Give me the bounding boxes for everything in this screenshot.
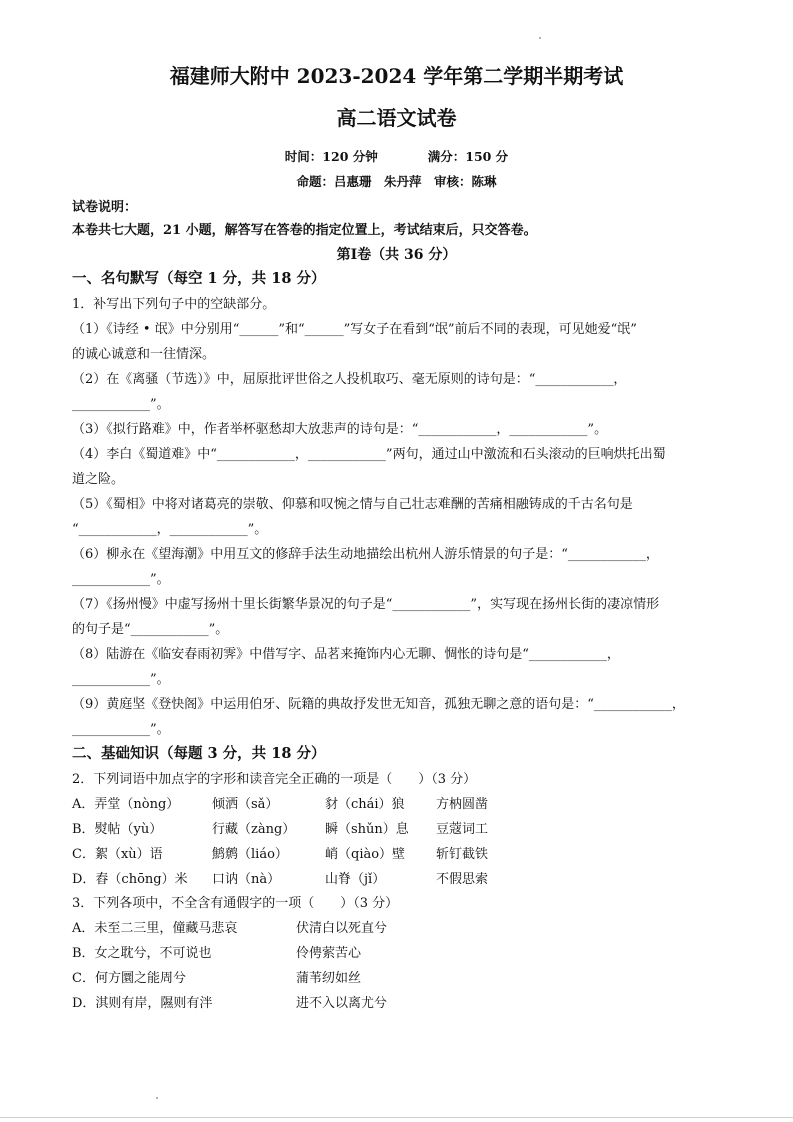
q2-option-c-word2: 鹪鹩（liáo） <box>212 847 288 862</box>
q1-line: （9）黄庭坚《登快阁》中运用伯牙、阮籍的典故抒发世无知音，孤独无聊之意的语句是：“____________， <box>72 697 685 712</box>
instructions-label: 试卷说明： <box>72 200 138 215</box>
section1-heading: 一、名句默写（每空 1 分，共 18 分） <box>72 270 326 287</box>
authors-line: 命题：吕惠珊 朱丹萍 审核：陈琳 <box>296 174 497 189</box>
q2-option-c-word4: 斩钉截铁 <box>436 847 489 862</box>
scan-dot <box>539 37 541 39</box>
q2-option-d-word3: 山脊（jǐ） <box>325 872 386 887</box>
time-score-line: 时间：120 分钟 满分：150 分 <box>284 149 509 164</box>
q1-line: 的诚心诚意和一往情深。 <box>72 347 216 362</box>
page-bottom-rule <box>0 1117 793 1118</box>
q1-line: 道之险。 <box>72 472 125 487</box>
exam-subtitle: 高二语文试卷 <box>336 106 457 130</box>
q2-option-d-word2: 口讷（nà） <box>212 872 281 887</box>
q1-line: （5）《蜀相》中将对诸葛亮的崇敬、仰慕和叹惋之情与自己壮志难酬的苦痛相融铸成的千古名句是 <box>72 497 633 512</box>
q2-option-a-word4: 方枘圆凿 <box>436 797 489 812</box>
q3-option-c-line2: 蒲苇纫如丝 <box>296 971 362 986</box>
q2-option-b-word3: 瞬（shǔn）息 <box>325 822 409 837</box>
q1-line: （7）《扬州慢》中虚写扬州十里长街繁华景况的句子是“____________”，实写现在扬州长街的凄凉情形 <box>72 597 660 612</box>
q3-option-d-line2: 进不入以离尤兮 <box>296 996 388 1011</box>
q1-line: （2）在《离骚（节选）》中，屈原批评世俗之人投机取巧、毫无原则的诗句是：“____________， <box>72 372 627 387</box>
q3-option-a-line1: A．未至二三里，僮藏马悲哀 <box>72 921 238 936</box>
q1-line: （4）李白《蜀道难》中“____________，____________”两句，通过山中激流和石头滚动的巨响烘托出蜀 <box>72 447 666 462</box>
q3-option-b-line2: 伶俜萦苦心 <box>296 946 362 961</box>
q1-line: （6）柳永在《望海潮》中用互文的修辞手法生动地描绘出杭州人游乐情景的句子是：“____________， <box>72 547 659 562</box>
q3-option-b-line1: B．女之耽兮，不可说也 <box>72 946 212 961</box>
q2-option-b-word4: 豆蔻词工 <box>436 822 489 837</box>
q2-option-d-word1: D．舂（chōng）米 <box>72 872 188 887</box>
q3-option-c-line1: C．何方圜之能周兮 <box>72 971 186 986</box>
q2-option-a-word1: A．弄堂（nòng） <box>72 797 180 812</box>
q1-line: （3）《拟行路难》中，作者举杯驱愁却大放悲声的诗句是：“____________，____________”。 <box>72 422 608 437</box>
question-2-stem: 2．下列词语中加点字的字形和读音完全正确的一项是（ ）（3 分） <box>72 772 477 787</box>
q2-option-c-word1: C．絮（xù）语 <box>72 847 163 862</box>
q1-line: （8）陆游在《临安春雨初霁》中借写字、品茗来掩饰内心无聊、惆怅的诗句是“____________， <box>72 647 620 662</box>
q1-line: ____________”。 <box>72 572 170 587</box>
instructions-text: 本卷共七大题，21 小题，解答写在答卷的指定位置上，考试结束后，只交答卷。 <box>72 223 537 238</box>
q1-line: ____________”。 <box>72 397 170 412</box>
question-3-stem: 3．下列各项中，不全含有通假字的一项（ ）（3 分） <box>72 896 399 911</box>
q2-option-d-word4: 不假思索 <box>436 872 489 887</box>
scan-dot <box>156 1097 158 1099</box>
q1-line: ____________”。 <box>72 672 170 687</box>
q1-line: “____________，____________”。 <box>72 522 268 537</box>
q3-option-d-line1: D．淇则有岸，隰则有泮 <box>72 996 213 1011</box>
q2-option-a-word3: 豺（chái）狼 <box>325 797 405 812</box>
q2-option-a-word2: 倾洒（sǎ） <box>212 797 279 812</box>
part-title: 第Ⅰ卷（共 36 分） <box>336 247 457 263</box>
section2-heading: 二、基础知识（每题 3 分，共 18 分） <box>72 745 326 762</box>
q2-option-b-word1: B．熨帖（yù） <box>72 822 163 837</box>
q2-option-b-word2: 行藏（zàng） <box>212 822 296 837</box>
q1-line: 的句子是“____________”。 <box>72 622 229 637</box>
question-1-stem: 1．补写出下列句子中的空缺部分。 <box>72 297 276 312</box>
q1-line: ____________”。 <box>72 722 170 737</box>
q1-line: （1）《诗经 • 氓》中分别用“______”和“______”写女子在看到“氓”前后不同的表现，可见她爱“氓” <box>72 322 637 337</box>
q2-option-c-word3: 峭（qiào）壁 <box>325 847 406 862</box>
exam-title: 福建师大附中 2023-2024 学年第二学期半期考试 <box>169 64 624 88</box>
q3-option-a-line2: 伏清白以死直兮 <box>296 921 388 936</box>
